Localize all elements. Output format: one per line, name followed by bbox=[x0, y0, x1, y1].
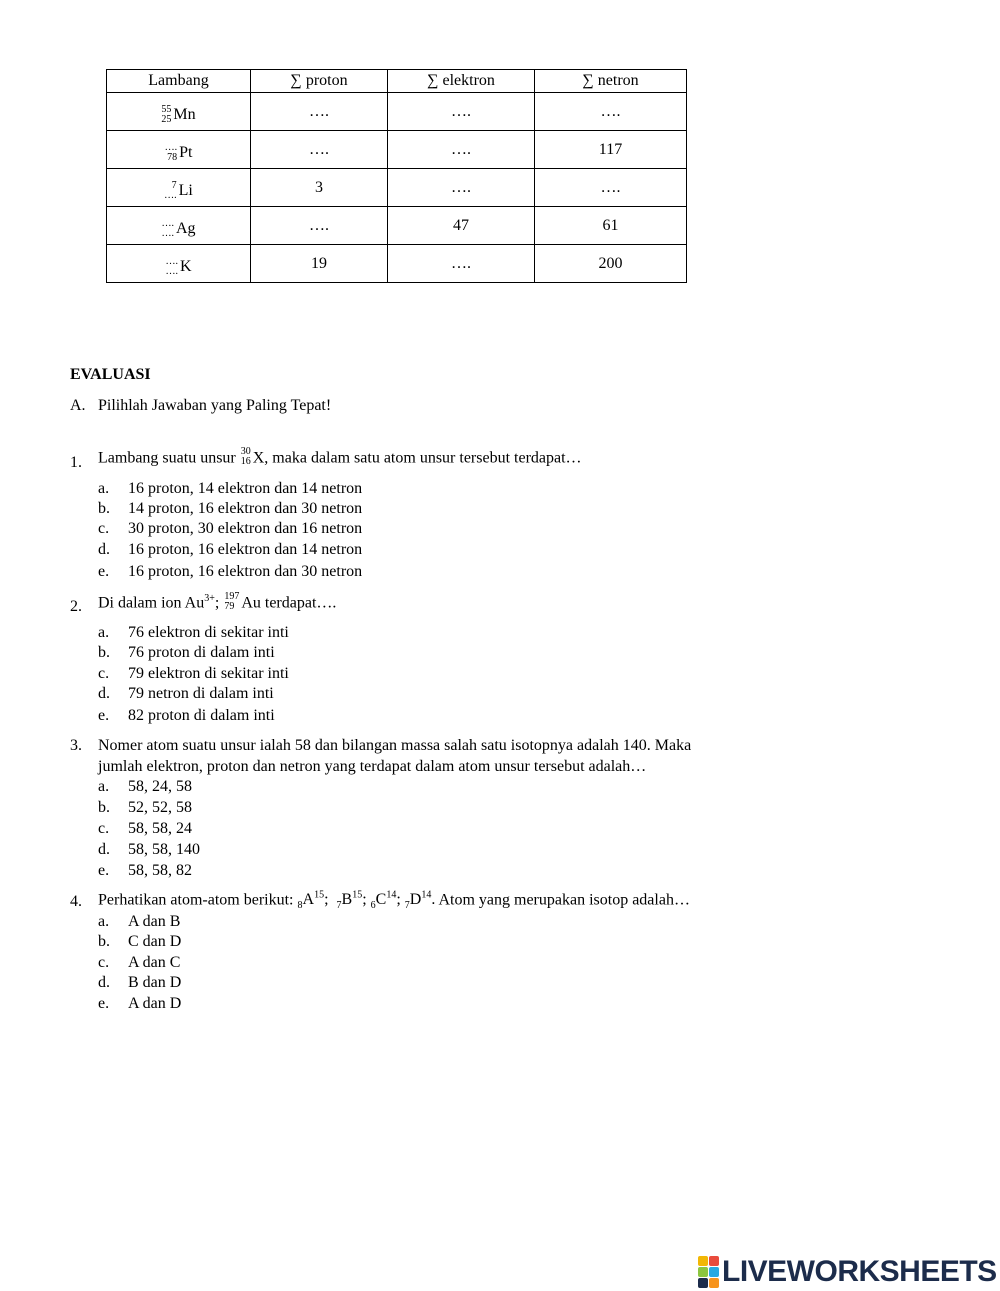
option-letter: c. bbox=[98, 954, 110, 971]
option-letter: a. bbox=[98, 480, 110, 497]
proton-cell[interactable]: …. bbox=[251, 207, 388, 245]
symbol-cell bbox=[107, 169, 251, 207]
netron-cell[interactable]: …. bbox=[535, 93, 687, 131]
option-letter: d. bbox=[98, 974, 110, 991]
header-netron: ∑ netron bbox=[535, 70, 687, 93]
atom-table bbox=[106, 69, 687, 283]
option-text[interactable]: 30 proton, 30 elektron dan 16 netron bbox=[128, 520, 363, 537]
q2-text-after: Au terdapat…. bbox=[241, 594, 337, 612]
atom-c-atomic: 6 bbox=[370, 900, 376, 912]
mass-number[interactable]: …. bbox=[165, 255, 178, 267]
option-letter: e. bbox=[98, 707, 110, 724]
option-text[interactable]: 14 proton, 16 elektron dan 30 netron bbox=[128, 500, 363, 517]
atom-b-mass: 15 bbox=[352, 890, 363, 901]
symbol-cell bbox=[107, 93, 251, 131]
element-symbol: Mn bbox=[173, 105, 196, 123]
q1-number: 1. bbox=[70, 454, 82, 471]
logo-block bbox=[709, 1267, 719, 1277]
q4-stem bbox=[98, 890, 690, 912]
option-letter: b. bbox=[98, 799, 110, 816]
q2-nuclide bbox=[224, 592, 239, 612]
option-text[interactable]: 58, 58, 140 bbox=[128, 841, 200, 858]
section-a-instruction: Pilihlah Jawaban yang Paling Tepat! bbox=[98, 397, 332, 414]
elektron-cell[interactable]: …. bbox=[388, 131, 535, 169]
element-symbol: Pt bbox=[179, 143, 193, 161]
mass-number: …. bbox=[164, 141, 178, 153]
mass-number: 55 bbox=[161, 103, 172, 115]
proton-cell: 3 bbox=[251, 169, 388, 207]
header-elektron: ∑ elektron bbox=[388, 70, 535, 93]
netron-cell: 61 bbox=[535, 207, 687, 245]
netron-cell: 200 bbox=[535, 245, 687, 283]
netron-cell: 117 bbox=[535, 131, 687, 169]
elektron-cell[interactable]: …. bbox=[388, 93, 535, 131]
logo-block bbox=[698, 1256, 708, 1266]
option-text[interactable]: A dan C bbox=[128, 954, 181, 971]
option-text[interactable]: 76 proton di dalam inti bbox=[128, 644, 275, 661]
option-letter: c. bbox=[98, 665, 110, 682]
q1-text-before: Lambang suatu unsur bbox=[98, 449, 236, 467]
element-symbol: Li bbox=[178, 181, 193, 199]
q2-separator: ; bbox=[214, 594, 220, 612]
option-letter: c. bbox=[98, 820, 110, 837]
q4-text-after: Atom yang merupakan isotop adalah… bbox=[438, 891, 690, 909]
atom-b-symbol: B bbox=[341, 891, 353, 909]
option-text[interactable]: A dan D bbox=[128, 995, 182, 1012]
option-letter: d. bbox=[98, 685, 110, 702]
option-text[interactable]: 82 proton di dalam inti bbox=[128, 707, 275, 724]
option-letter: a. bbox=[98, 913, 110, 930]
proton-cell[interactable]: …. bbox=[251, 131, 388, 169]
atom-a-sep: ; bbox=[324, 891, 329, 909]
header-lambang: Lambang bbox=[107, 70, 251, 93]
atom-d-sep: . bbox=[431, 891, 436, 909]
option-letter: d. bbox=[98, 541, 110, 558]
q4-atom-c bbox=[370, 890, 401, 912]
elektron-cell: 47 bbox=[388, 207, 535, 245]
logo-icon bbox=[698, 1256, 719, 1288]
symbol-cell bbox=[107, 245, 251, 283]
q2-atomic: 79 bbox=[224, 600, 235, 612]
atom-d-atomic: 7 bbox=[404, 900, 410, 912]
q1-atomic: 16 bbox=[240, 456, 251, 467]
option-text[interactable]: 16 proton, 16 elektron dan 30 netron bbox=[128, 563, 363, 580]
option-letter: e. bbox=[98, 995, 110, 1012]
option-text[interactable]: C dan D bbox=[128, 933, 182, 950]
atom-b-sep: ; bbox=[362, 891, 367, 909]
q1-stem bbox=[98, 446, 582, 469]
logo-block bbox=[709, 1256, 719, 1266]
option-text[interactable]: 52, 52, 58 bbox=[128, 799, 192, 816]
atom-c-symbol: C bbox=[375, 891, 387, 909]
proton-cell: 19 bbox=[251, 245, 388, 283]
netron-cell[interactable]: …. bbox=[535, 169, 687, 207]
q4-atom-a bbox=[297, 890, 329, 912]
q4-atom-b bbox=[336, 890, 367, 912]
q3-line2: jumlah elektron, proton dan netron yang terdapat dalam atom unsur tersebut adalah… bbox=[98, 758, 647, 775]
option-letter: b. bbox=[98, 933, 110, 950]
table-row bbox=[107, 245, 687, 283]
atom-a-mass: 15 bbox=[314, 890, 325, 901]
section-a-letter: A. bbox=[70, 397, 86, 414]
q1-nuclide bbox=[241, 447, 251, 467]
option-letter: c. bbox=[98, 520, 110, 537]
atom-d-mass: 14 bbox=[421, 890, 432, 901]
header-proton: ∑ proton bbox=[251, 70, 388, 93]
option-letter: e. bbox=[98, 862, 110, 879]
q2-stem bbox=[98, 590, 337, 614]
option-letter: a. bbox=[98, 778, 110, 795]
q4-number: 4. bbox=[70, 893, 82, 910]
liveworksheets-logo bbox=[698, 1255, 997, 1289]
logo-block bbox=[698, 1267, 708, 1277]
q3-line1: Nomer atom suatu unsur ialah 58 dan bilangan massa salah satu isotopnya adalah 140. Maka bbox=[98, 737, 692, 754]
option-letter: d. bbox=[98, 841, 110, 858]
q4-atom-d bbox=[404, 890, 436, 912]
option-text[interactable]: 16 proton, 16 elektron dan 14 netron bbox=[128, 541, 363, 558]
option-letter: e. bbox=[98, 563, 110, 580]
option-text[interactable]: 58, 24, 58 bbox=[128, 778, 192, 795]
q4-text-before: Perhatikan atom-atom berikut: bbox=[98, 891, 294, 909]
table-row bbox=[107, 207, 687, 245]
option-letter: a. bbox=[98, 624, 110, 641]
option-text[interactable]: A dan B bbox=[128, 913, 181, 930]
symbol-cell bbox=[107, 131, 251, 169]
option-text[interactable]: 79 elektron di sekitar inti bbox=[128, 665, 289, 682]
atomic-number: 25 bbox=[161, 113, 172, 125]
option-text[interactable]: 58, 58, 82 bbox=[128, 862, 192, 879]
mass-number[interactable]: …. bbox=[161, 217, 174, 229]
logo-text: LIVEWORKSHEETS bbox=[722, 1255, 997, 1288]
section-heading: EVALUASI bbox=[70, 366, 151, 383]
elektron-cell[interactable]: …. bbox=[388, 245, 535, 283]
table-row bbox=[107, 169, 687, 207]
logo-block bbox=[709, 1278, 719, 1288]
option-text[interactable]: 79 netron di dalam inti bbox=[128, 685, 274, 702]
atomic-number: 78 bbox=[167, 151, 178, 163]
atomic-number[interactable]: …. bbox=[164, 189, 177, 201]
q1-text-after: X, maka dalam satu atom unsur tersebut terdapat… bbox=[252, 449, 582, 467]
element-symbol: K bbox=[179, 257, 192, 275]
atom-a-atomic: 8 bbox=[297, 900, 303, 912]
q2-charge: 3+ bbox=[204, 593, 215, 604]
q2-text-before: Di dalam ion Au bbox=[98, 594, 205, 612]
option-text[interactable]: 58, 58, 24 bbox=[128, 820, 192, 837]
atom-d-symbol: D bbox=[409, 891, 422, 909]
q2-mass: 197 bbox=[224, 590, 240, 602]
option-text[interactable]: 16 proton, 14 elektron dan 14 netron bbox=[128, 480, 363, 497]
atomic-number[interactable]: …. bbox=[165, 265, 178, 277]
symbol-cell bbox=[107, 207, 251, 245]
atom-a-symbol: A bbox=[302, 891, 315, 909]
option-text[interactable]: B dan D bbox=[128, 974, 182, 991]
table-row bbox=[107, 131, 687, 169]
elektron-cell[interactable]: …. bbox=[388, 169, 535, 207]
option-letter: b. bbox=[98, 644, 110, 661]
atom-b-atomic: 7 bbox=[336, 900, 342, 912]
q1-mass: 30 bbox=[240, 446, 251, 457]
q2-number: 2. bbox=[70, 598, 82, 615]
proton-cell[interactable]: …. bbox=[251, 93, 388, 131]
q3-number: 3. bbox=[70, 737, 82, 754]
logo-block bbox=[698, 1278, 708, 1288]
atom-c-mass: 14 bbox=[386, 890, 397, 901]
atomic-number[interactable]: …. bbox=[161, 227, 174, 239]
mass-number: 7 bbox=[171, 179, 177, 191]
atom-c-sep: ; bbox=[396, 891, 401, 909]
element-symbol: Ag bbox=[175, 219, 196, 237]
table-row bbox=[107, 93, 687, 131]
table-header-row bbox=[107, 70, 687, 93]
option-letter: b. bbox=[98, 500, 110, 517]
option-text[interactable]: 76 elektron di sekitar inti bbox=[128, 624, 289, 641]
